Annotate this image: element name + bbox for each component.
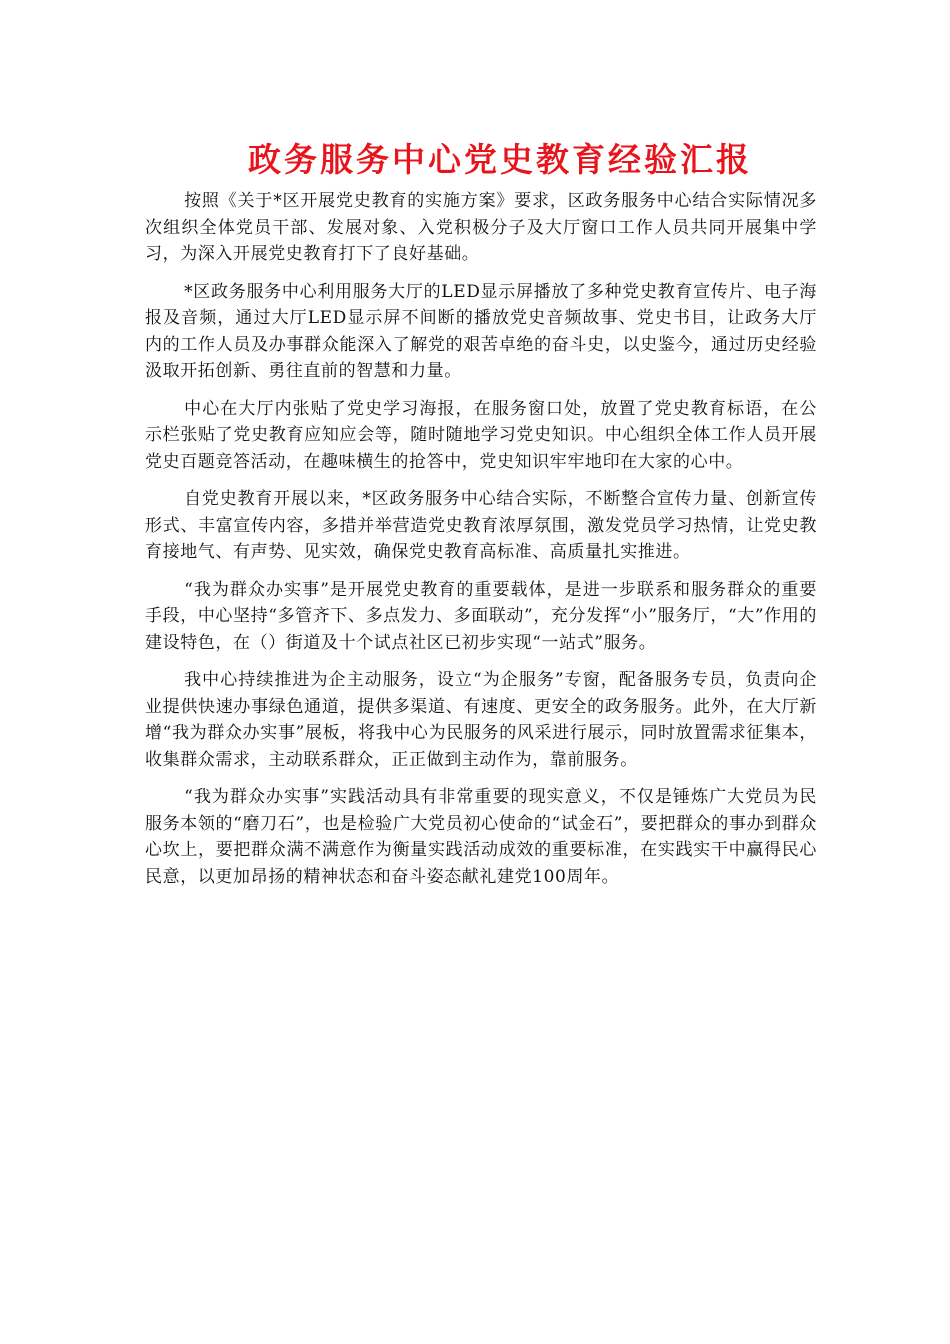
- document-body: [145, 188, 817, 901]
- paragraph-7: “我为群众办实事”实践活动具有非常重要的现实意义，不仅是锤炼广大党员为民服务本领的“磨刀石”，也是检验广大党员初心使命的“试金石”，要把群众的事办到群众心坎上，要把群众满不满意作为衡量实践活动成效的重要标准，在实践实干中赢得民心民意，以更加昂扬的精神状态和奋斗姿态献礼建党100周年。: [145, 787, 817, 887]
- paragraph-6: 我中心持续推进为企主动服务，设立“为企服务”专窗，配备服务专员，负责向企业提供快速办事绿色通道，提供多渠道、有速度、更安全的政务服务。此外，在大厅新增“我为群众办实事”展板，将我中心为民服务的风采进行展示，同时放置需求征集本，收集群众需求，主动联系群众，正正做到主动作为，靠前服务。: [145, 670, 817, 770]
- document-title: 政务服务中心党史教育经验汇报: [248, 140, 752, 179]
- paragraph-2: *区政务服务中心利用服务大厅的LED显示屏播放了多种党史教育宣传片、电子海报及音频，通过大厅LED显示屏不间断的播放党史音频故事、党史书目，让政务大厅内的工作人员及办事群众能深入了解党的艰苦卓绝的奋斗史，以史鉴今，通过历史经验汲取开拓创新、勇往直前的智慧和力量。: [145, 281, 817, 381]
- paragraph-3: 中心在大厅内张贴了党史学习海报，在服务窗口处，放置了党史教育标语，在公示栏张贴了党史教育应知应会等，随时随地学习党史知识。中心组织全体工作人员开展党史百题竞答活动，在趣味横生的抢答中，党史知识牢牢地印在大家的心中。: [145, 398, 817, 472]
- paragraph-1: 按照《关于*区开展党史教育的实施方案》要求，区政务服务中心结合实际情况多次组织全体党员干部、发展对象、入党积极分子及大厅窗口工作人员共同开展集中学习，为深入开展党史教育打下了良好基础。: [145, 191, 817, 264]
- paragraph-5: “我为群众办实事”是开展党史教育的重要载体，是进一步联系和服务群众的重要手段，中心坚持“多管齐下、多点发力、多面联动”，充分发挥“小”服务厅，“大”作用的建设特色，在（）街道及十个试点社区已初步实现“一站式”服务。: [145, 579, 817, 653]
- paragraph-4: 自党史教育开展以来，*区政务服务中心结合实际，不断整合宣传力量、创新宣传形式、丰富宣传内容，多措并举营造党史教育浓厚氛围，激发党员学习热情，让党史教育接地气、有声势、见实效，确保党史教育高标准、高质量扎实推进。: [145, 489, 817, 562]
